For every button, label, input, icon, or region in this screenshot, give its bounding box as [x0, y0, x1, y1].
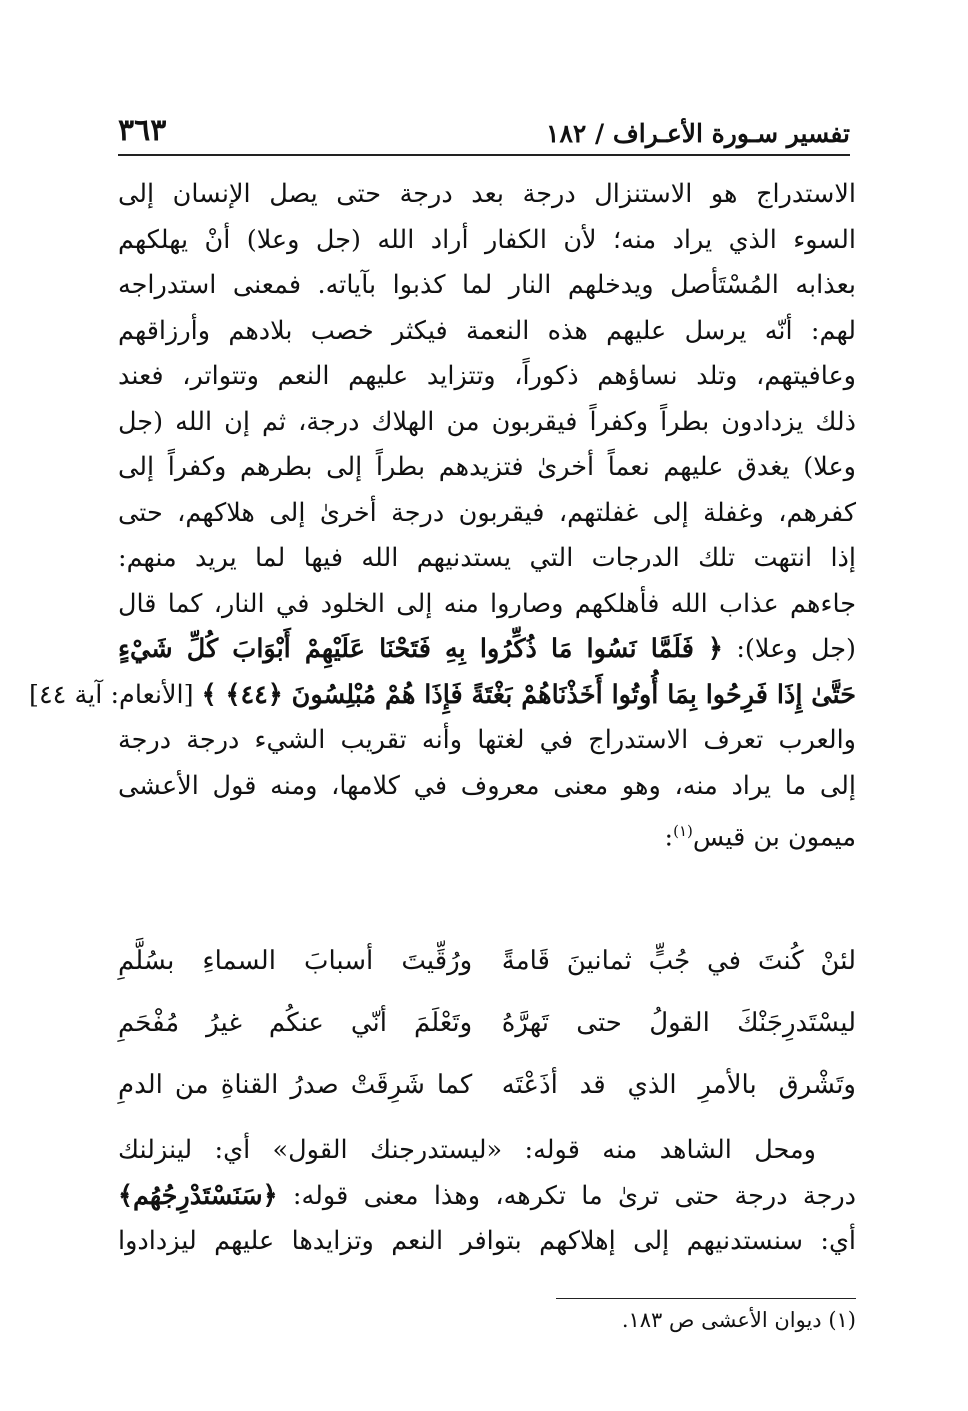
hemistich-left: كما شَرِقَتْ صدرُ القناةِ من الدمِ: [118, 1070, 473, 1100]
poem: [118, 930, 856, 1116]
quran-verse: ﴿ فَلَمَّا نَسُوا مَا ذُكِّرُوا بِهِ فَتَحْنَا عَلَيْهِمْ أَبْوَابَ كُلِّ شَيْءٍ: [118, 634, 723, 664]
text-line: أي: سنستدنيهم إلى إهلاكهم بتوافر النعم وتزايدها عليهم ليزدادوا: [118, 1226, 856, 1256]
text-line: ذلك يزدادون بطراً وكفراً فيقربون من الهلاك درجة، ثم إن الله (جل: [118, 406, 856, 437]
text-line: درجة درجة حتى ترىٰ ما تكرهه، وهذا معنى قوله: ﴿سَنَسْتَدْرِجُهُم﴾: [118, 1180, 856, 1211]
text-line: ومحل الشاهد منه قوله: «ليستدرجنك القول» أي: لينزلنك: [118, 1135, 816, 1165]
footnote-divider: [556, 1298, 856, 1299]
closing-paragraph: [118, 1128, 856, 1265]
hemistich-right: ليسْتَدرِجَنْكَ القولُ حتى تَهرَّهُ: [501, 1008, 856, 1038]
poem-verse: [118, 1054, 856, 1116]
page-header: [118, 96, 850, 156]
quran-verse: حَتَّىٰ إِذَا فَرِحُوا بِمَا أُوتُوا أَخَذْنَاهُمْ بَغْتَةً فَإِذَا هُمْ مُبْلِسُونَ ﴿٤٤﴾ ﴾: [201, 679, 856, 710]
text-line: وعافيتهم، وتلد نساؤهم ذكوراً، وتتزايد عليهم النعم وتتواتر، فعند: [118, 361, 856, 391]
text-line: جاءهم عذاب الله فأهلكهم وصاروا منه إلى الخلود في النار، كما قال: [118, 588, 856, 619]
text-line: كفرهم، وغفلة إلى غفلتهم، فيقربون درجة أخرىٰ إلى هلاكهم، حتى: [118, 497, 856, 528]
text-line: الاستدراج هو الاستنزال درجة بعد درجة حتى يصل الإنسان إلى: [118, 179, 856, 209]
footnote: (١) ديوان الأعشى ص ١٨٣.: [621, 1308, 856, 1332]
poem-verse: [118, 930, 856, 992]
text-line: وعلا) يغدق عليهم نعماً أخرىٰ فتزيدهم بطراً إلى بطرهم وكفراً إلى: [118, 452, 856, 482]
poem-verse: [118, 992, 856, 1054]
hemistich-right: وتَشْرق بالأمرِ الذي قد أذَعْتَه: [501, 1070, 856, 1100]
quran-quote: ﴿سَنَسْتَدْرِجُهُم﴾: [118, 1180, 278, 1211]
quran-lead: (جل وعلا):: [722, 634, 856, 664]
text-line: إلى ما يراد منه، وهو معنى معروف في كلامها، ومنه قول الأعشى: [118, 770, 856, 801]
hemistich-right: لئنْ كُنتَ في جُبٍّ ثمانينَ قَامةً: [501, 946, 856, 976]
text-line: لهم: أنّه يرسل عليهم هذه النعمة فيكثر خصب بلادهم وأرزاقهم: [118, 315, 856, 346]
verse-reference: [الأنعام: آية ٤٤]: [29, 679, 202, 710]
poet-line: ميمون بن قيس$^{(١)}$:: [664, 822, 856, 853]
text-line: بعذابه المُسْتَأصل ويدخلهم النار لما كذبوا بآياته. فمعنى استدراجه: [118, 270, 856, 300]
quran-line: [118, 627, 856, 673]
main-paragraph: [29, 172, 856, 861]
hemistich-left: ورُقِّيتَ أسبابَ السماءِ بسُلَّمِ: [118, 946, 473, 976]
quran-line: [29, 673, 856, 719]
text-line: السوء الذي يراد منه؛ لأن الكفار أراد الله (جل وعلا) أنْ يهلكهم: [118, 224, 856, 255]
footnote-marker: (١): [673, 822, 693, 840]
page-number: ٣٦٣: [118, 113, 167, 148]
text-line: إذا انتهت تلك الدرجات التي يستدنيهم الله فيها لما يريد منهم:: [118, 543, 856, 573]
hemistich-left: وتَعْلَمَ أنّي عنكُم غيرُ مُفْحَمِ: [118, 1008, 473, 1038]
text-line: والعرب تعرف الاستدراج في لغتها وأنه تقريب الشيء درجة درجة: [118, 725, 856, 755]
running-title: تفسير سـورة الأعـراف / ١٨٢: [546, 119, 850, 148]
